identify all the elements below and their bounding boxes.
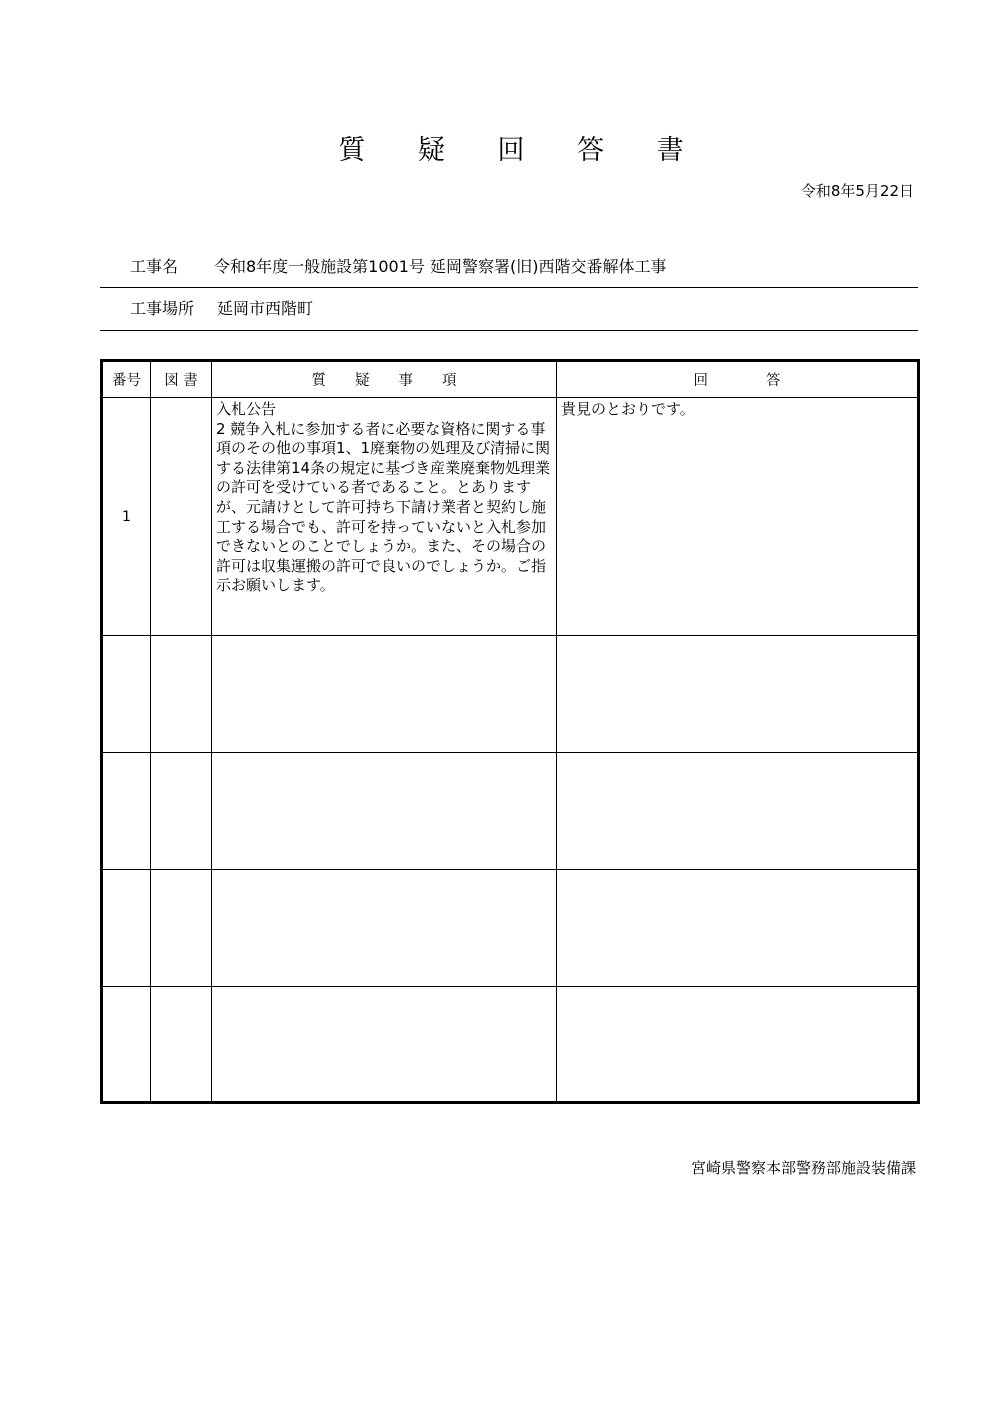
header-number: 番号 [102,361,151,398]
row-question [212,870,557,987]
work-place-value: 延岡市西階町 [217,299,314,318]
row-answer [557,636,919,753]
row-drawing [151,987,212,1103]
row-drawing [151,636,212,753]
row-number: 1 [102,398,151,636]
row-drawing [151,753,212,870]
qa-table [100,359,920,1104]
row-answer: 貴見のとおりです。 [557,398,919,636]
row-number [102,753,151,870]
row-number [102,870,151,987]
row-question [212,753,557,870]
work-place-row [100,296,918,331]
table-row [102,870,919,987]
work-name-row [100,254,918,288]
work-name-label: 工事名 [130,257,179,276]
table-row [102,753,919,870]
header-question: 質 疑 事 項 [212,361,557,398]
row-question [212,987,557,1103]
row-answer [557,987,919,1103]
row-number [102,987,151,1103]
table-header-row [102,361,919,398]
document-date: 令和8年5月22日 [800,182,914,200]
row-question: 入札公告 2 競争入札に参加する者に必要な資格に関する事項のその他の事項1、1廃棄物の処理及び清掃に関する法律第14条の規定に基づき産業廃棄物処理業の許可を受けている者であること。とありますが、元請けとして許可持ち下請け業者と契約し施工する場合でも、許可を持っていないと入札参加できないとのことでしょうか。また、その場合の許可は収集運搬の許可で良いのでしょうか。ご指示お願いします。 [212,398,557,636]
work-place-label: 工事場所 [130,299,195,318]
row-number [102,636,151,753]
footer-organization: 宮崎県警察本部警務部施設装備課 [690,1159,916,1177]
row-answer [557,870,919,987]
row-question [212,636,557,753]
row-drawing [151,870,212,987]
table-row [102,636,919,753]
table-row [102,987,919,1103]
header-drawing: 図 書 [151,361,212,398]
document-title: 質 疑 回 答 書 [338,135,706,166]
table-row [102,398,919,636]
row-answer [557,753,919,870]
row-drawing [151,398,212,636]
work-name-value: 令和8年度一般施設第1001号 延岡警察署(旧)西階交番解体工事 [214,257,667,276]
header-answer: 回 答 [557,361,919,398]
